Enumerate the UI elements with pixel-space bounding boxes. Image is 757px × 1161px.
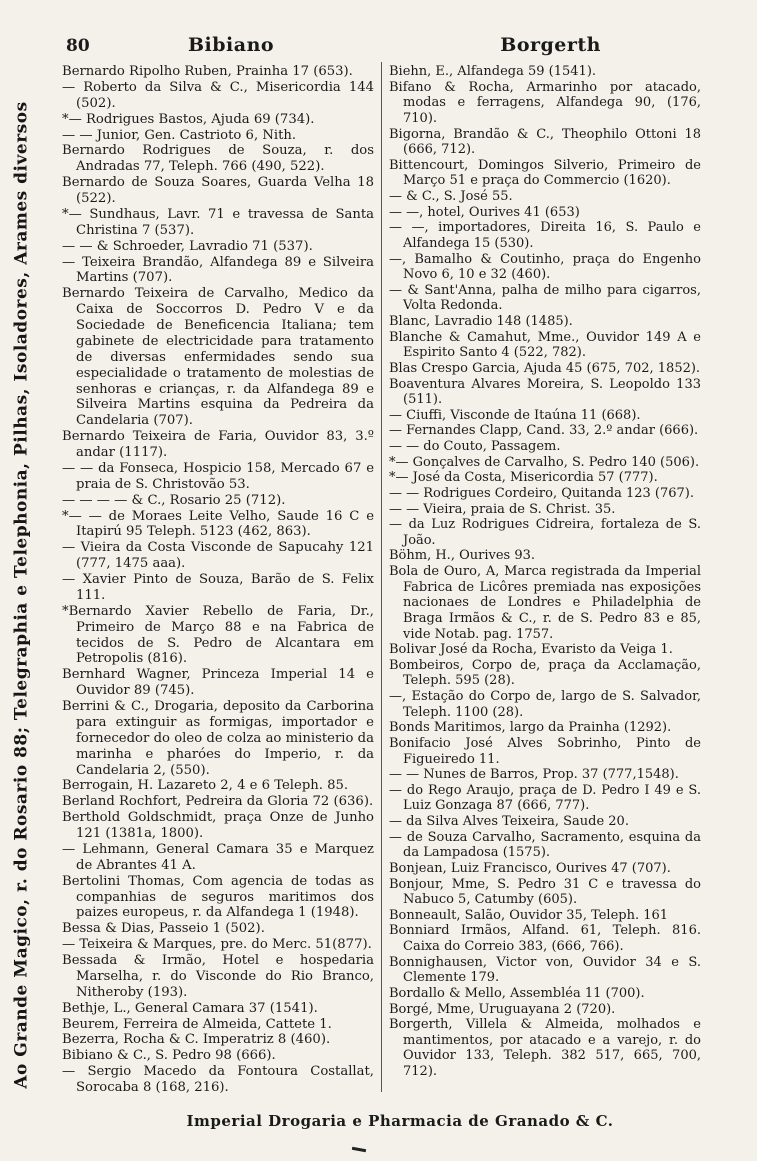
directory-entry: Bittencourt, Domingos Silverio, Primeiro de Março 51 e praça do Commercio (1620). (389, 157, 701, 189)
directory-entry: Bernardo Teixeira de Carvalho, Medico da Caixa de Soccorros D. Pedro V e da Sociedade de Beneficencia Italiana; tem gabinete de electricidade para tratamento de diversas enfermidades sendo sua especialidade o tratamento de molestias de senhoras e crianças, r. da Alfandega 89 e Silveira Martins esquina da Pedreira da Candelaria (707). (62, 286, 374, 429)
column-divider (381, 62, 382, 1092)
directory-entry: Bezerra, Rocha & C. Imperatriz 8 (460). (62, 1032, 331, 1048)
page-number: 80 (66, 36, 90, 56)
directory-entry: Bonds Maritimos, largo da Prainha (1292). (389, 720, 672, 736)
directory-entry: — — Rodrigues Cordeiro, Quitanda 123 (767). (389, 485, 695, 501)
directory-entry: — Ciuffi, Visconde de Itaúna 11 (668). (389, 407, 641, 423)
directory-entry: — — Nunes de Barros, Prop. 37 (777,1548). (389, 767, 679, 783)
directory-entry: —, Estação do Corpo de, largo de S. Salvador, Teleph. 1100 (28). (389, 689, 701, 720)
directory-entry: Bernardo Teixeira de Faria, Ouvidor 83, 3.º andar (1117). (62, 429, 374, 460)
directory-entry: — da Luz Rodrigues Cidreira, fortaleza de S. João. (389, 517, 701, 548)
directory-entry: — Fernandes Clapp, Cand. 33, 2.º andar (666). (389, 423, 699, 439)
directory-entry: Borgé, Mme, Uruguayana 2 (720). (389, 1001, 616, 1017)
directory-entry: — — — — & C., Rosario 25 (712). (62, 492, 286, 508)
directory-entry: Bessa & Dias, Passeio 1 (502). (62, 921, 265, 937)
directory-entry: *— Gonçalves de Carvalho, S. Pedro 140 (506). (389, 454, 700, 470)
directory-entry: Borgerth, Villela & Almeida, molhados e mantimentos, por atacado e a varejo, r. do Ouvidor 133, Teleph. 382 517, 665, 700, 712). (389, 1017, 701, 1079)
directory-entry: — Roberto da Silva & C., Misericordia 144 (502). (62, 79, 374, 111)
directory-entry: Blanche & Camahut, Mme., Ouvidor 149 A e Espirito Santo 4 (522, 782). (389, 329, 701, 361)
directory-entry: *— José da Costa, Misericordia 57 (777). (389, 470, 658, 486)
directory-entry: Bonneault, Salão, Ouvidor 35, Teleph. 161 (389, 907, 669, 923)
directory-entry: Bernhard Wagner, Princeza Imperial 14 e Ouvidor 89 (745). (62, 667, 374, 699)
directory-entry: Bonifacio José Alves Sobrinho, Pinto de Figueiredo 11. (389, 735, 701, 767)
header-right-word: Borgerth (500, 34, 601, 56)
directory-entry: — Sergio Macedo da Fontoura Costallat, Sorocaba 8 (168, 216). (62, 1064, 374, 1095)
directory-entry: — —, importadores, Direita 16, S. Paulo e Alfandega 15 (530). (389, 220, 701, 251)
directory-entry: — — Junior, Gen. Castrioto 6, Nith. (62, 127, 297, 143)
directory-entry: — — & Schroeder, Lavradio 71 (537). (62, 238, 313, 254)
footer-advert: Imperial Drogaria e Pharmacia de Granado & C. (186, 1112, 614, 1130)
directory-entry: Bethje, L., General Camara 37 (1541). (62, 1000, 318, 1016)
directory-entry: — — da Fonseca, Hospicio 158, Mercado 67 e praia de S. Christovão 53. (62, 460, 374, 492)
directory-entry: — de Souza Carvalho, Sacramento, esquina da da Lampadosa (1575). (389, 829, 701, 861)
directory-entry: — da Silva Alves Teixeira, Saude 20. (389, 814, 629, 829)
directory-entry: Bonjean, Luiz Francisco, Ourives 47 (707). (389, 860, 671, 876)
directory-entry: — — do Couto, Passagem. (389, 439, 561, 454)
directory-entry: — Lehmann, General Camara 35 e Marquez de Abrantes 41 A. (62, 841, 374, 873)
directory-entry: Bertolini Thomas, Com agencia de todas as companhias de seguros maritimos dos paizes europeus, r. da Alfandega 1 (1948). (62, 873, 374, 921)
directory-entry: Beurem, Ferreira de Almeida, Cattete 1. (62, 1016, 332, 1032)
directory-entry: — Vieira da Costa Visconde de Sapucahy 121 (777, 1475 aaa). (62, 540, 374, 572)
footer-mark (352, 1147, 366, 1152)
directory-entry: Berland Rochfort, Pedreira da Gloria 72 (636). (62, 794, 374, 810)
directory-entry: Bola de Ouro, A, Marca registrada da Imperial Fabrica de Licôres premiada nas exposições nacionaes de Londres e Philadelphia de Braga Irmãos & C., r. de S. Pedro 83 e 85, vide Notab. pag. 1757. (389, 564, 701, 642)
directory-entry: — & Sant'Anna, palha de milho para cigarros, Volta Redonda. (389, 282, 701, 314)
directory-entry: Berrogain, H. Lazareto 2, 4 e 6 Teleph. 85. (62, 778, 349, 794)
directory-entry: — —, hotel, Ourives 41 (653) (389, 204, 580, 220)
right-column (389, 64, 701, 1080)
directory-entry: — Xavier Pinto de Souza, Barão de S. Felix 111. (62, 572, 374, 603)
directory-entry: Bernardo Rodrigues de Souza, r. dos Andradas 77, Teleph. 766 (490, 522). (62, 143, 374, 175)
directory-entry: Berrini & C., Drogaria, deposito da Carborina para extinguir as formigas, importador e fornecedor do oleo de colza ao ministerio da marinha e pharóes do Imperio, r. da Candelaria 2, (550). (62, 699, 374, 778)
left-column (62, 64, 374, 1096)
directory-entry: Bonniard Irmãos, Alfand. 61, Teleph. 816. Caixa do Correio 383, (666, 766). (389, 923, 701, 954)
directory-entry: Bigorna, Brandão & C., Theophilo Ottoni 18 (666, 712). (389, 126, 701, 158)
directory-entry: *— Sundhaus, Lavr. 71 e travessa de Santa Christina 7 (537). (62, 206, 374, 238)
directory-entry: — do Rego Araujo, praça de D. Pedro I 49 e S. Luiz Gonzaga 87 (666, 777). (389, 782, 701, 814)
directory-entry: Boaventura Alvares Moreira, S. Leopoldo 133 (511). (389, 376, 701, 408)
directory-entry: *Bernardo Xavier Rebello de Faria, Dr., Primeiro de Março 88 e na Fabrica de tecidos de S. Pedro de Alcantara em Petropolis (816). (62, 603, 374, 667)
page-header (48, 32, 749, 60)
directory-entry: *— — de Moraes Leite Velho, Saude 16 C e Itapirú 95 Teleph. 5123 (462, 863). (62, 508, 374, 540)
directory-entry: — Teixeira Brandão, Alfandega 89 e Silveira Martins (707). (62, 254, 374, 286)
directory-entry: Bombeiros, Corpo de, praça da Acclamação, Teleph. 595 (28). (389, 657, 701, 689)
directory-entry: —, Bamalho & Coutinho, praça do Engenho Novo 6, 10 e 32 (460). (389, 251, 701, 283)
directory-entry: Bolivar José da Rocha, Evaristo da Veiga 1. (389, 642, 673, 658)
directory-entry: Bibiano & C., S. Pedro 98 (666). (62, 1048, 276, 1064)
directory-entry: *— Rodrigues Bastos, Ajuda 69 (734). (62, 111, 315, 127)
directory-entry: Biehn, E., Alfandega 59 (1541). (389, 64, 597, 79)
directory-entry: Berthold Goldschmidt, praça Onze de Junho 121 (1381a, 1800). (62, 810, 374, 841)
directory-entry: Bordallo & Mello, Assembléa 11 (700). (389, 985, 645, 1001)
directory-entry: — & C., S. José 55. (389, 189, 513, 204)
side-banner (0, 70, 44, 1120)
directory-entry: Bessada & Irmão, Hotel e hospedaria Marselha, r. do Visconde do Rio Branco, Nitheroby (193). (62, 953, 374, 1000)
directory-entry: Böhm, H., Ourives 93. (389, 548, 535, 564)
directory-entry: Blanc, Lavradio 148 (1485). (389, 314, 573, 329)
directory-entry: Bonnighausen, Victor von, Ouvidor 34 e S. Clemente 179. (389, 954, 701, 986)
directory-entry: — — Vieira, praia de S. Christ. 35. (389, 501, 616, 517)
directory-entry: Bifano & Rocha, Armarinho por atacado, modas e ferragens, Alfandega 90, (176, 710). (389, 79, 701, 126)
directory-entry: Bonjour, Mme, S. Pedro 31 C e travessa do Nabuco 5, Catumby (605). (389, 876, 701, 908)
side-banner-text: Ao Grande Magico, r. do Rosario 88; Telegraphia e Telephonia, Pilhas, Isoladores, Arames diversos (12, 101, 33, 1089)
directory-entry: — Teixeira & Marques, pre. do Merc. 51(877). (62, 937, 372, 953)
header-left-word: Bibiano (188, 34, 275, 56)
directory-entry: Bernardo Ripolho Ruben, Prainha 17 (653). (62, 64, 353, 79)
directory-entry: Blas Crespo Garcia, Ajuda 45 (675, 702, 1852). (389, 360, 701, 376)
directory-entry: Bernardo de Souza Soares, Guarda Velha 18 (522). (62, 175, 374, 206)
